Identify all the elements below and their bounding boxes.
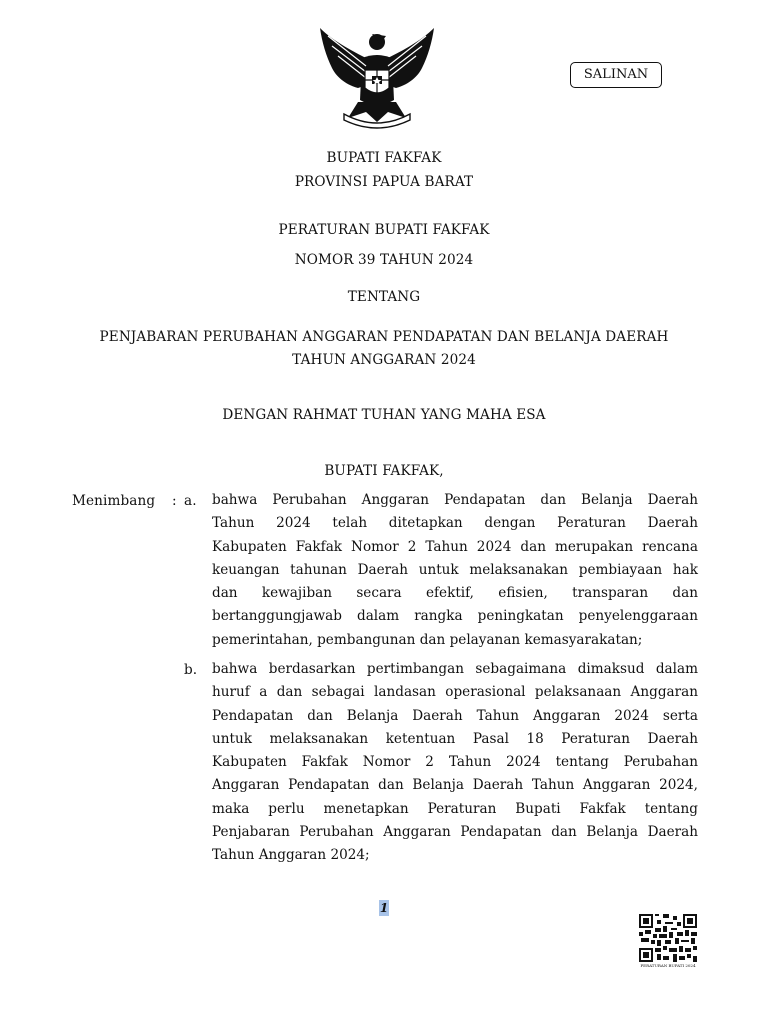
item-a-line: Tahun 2024 telah ditetapkan dengan Peraturan Daerah — [212, 515, 698, 532]
item-a-paragraph — [212, 489, 698, 652]
item-b-line: Tahun Anggaran 2024; — [212, 847, 370, 864]
item-b-line: Anggaran Pendapatan dan Belanja Daerah Tahun Anggaran 2024, — [212, 777, 698, 794]
regulation-number: NOMOR 39 TAHUN 2024 — [294, 252, 474, 268]
page-number: 1 — [379, 901, 389, 915]
item-b-line: Penjabaran Perubahan Anggaran Pendapatan dan Belanja Daerah — [212, 824, 698, 841]
regent-title: BUPATI FAKFAK — [326, 150, 442, 166]
item-a-line: dan kewajiban secara efektif, efisien, transparan dan — [212, 585, 698, 602]
subject-line-2: TAHUN ANGGARAN 2024 — [292, 352, 476, 368]
item-a-line: Kabupaten Fakfak Nomor 2 Tahun 2024 dan merupakan rencana — [212, 538, 698, 555]
invocation: DENGAN RAHMAT TUHAN YANG MAHA ESA — [222, 407, 546, 423]
qr-caption: PERATURAN BUPATI 2024 — [640, 963, 696, 968]
item-b-line: Pendapatan dan Belanja Daerah Tahun Anggaran 2024 serta — [212, 707, 698, 724]
considering-colon: : — [172, 493, 177, 509]
subject-line-1: PENJABARAN PERUBAHAN ANGGARAN PENDAPATAN DAN BELANJA DAERAH — [99, 329, 669, 345]
considering-label: Menimbang — [72, 493, 156, 509]
item-a-line: pemerintahan, pembangunan dan pelayanan kemasyarakatan; — [212, 631, 643, 648]
issuer-heading: BUPATI FAKFAK, — [324, 463, 444, 479]
salinan-badge: SALINAN — [570, 62, 662, 88]
item-b-letter: b. — [184, 662, 198, 678]
regulation-title: PERATURAN BUPATI FAKFAK — [278, 222, 490, 238]
item-a-line: bertanggungjawab dalam rangka peningkatan penyelenggaraan — [212, 608, 698, 625]
item-b-paragraph — [212, 658, 698, 868]
item-b-line: maka perlu menetapkan Peraturan Bupati Fakfak tentang — [212, 800, 698, 817]
item-a-line: bahwa Perubahan Anggaran Pendapatan dan Belanja Daerah — [212, 492, 698, 508]
item-a-letter: a. — [184, 493, 197, 509]
item-b-line: untuk melaksanakan ketentuan Pasal 18 Peraturan Daerah — [212, 730, 698, 747]
item-b-line: bahwa berdasarkan pertimbangan sebagaimana dimaksud dalam — [212, 661, 698, 677]
item-a-line: keuangan tahunan Daerah untuk melaksanakan pembiayaan hak — [212, 561, 698, 578]
item-b-line: Kabupaten Fakfak Nomor 2 Tahun 2024 tentang Perubahan — [212, 754, 698, 771]
province-title: PROVINSI PAPUA BARAT — [294, 174, 474, 190]
garuda-emblem-icon — [314, 22, 440, 130]
item-b-line: huruf a dan sebagai landasan operasional pelaksanaan Anggaran — [212, 684, 698, 701]
qr-code-icon — [639, 914, 697, 962]
about-heading: TENTANG — [347, 289, 421, 305]
